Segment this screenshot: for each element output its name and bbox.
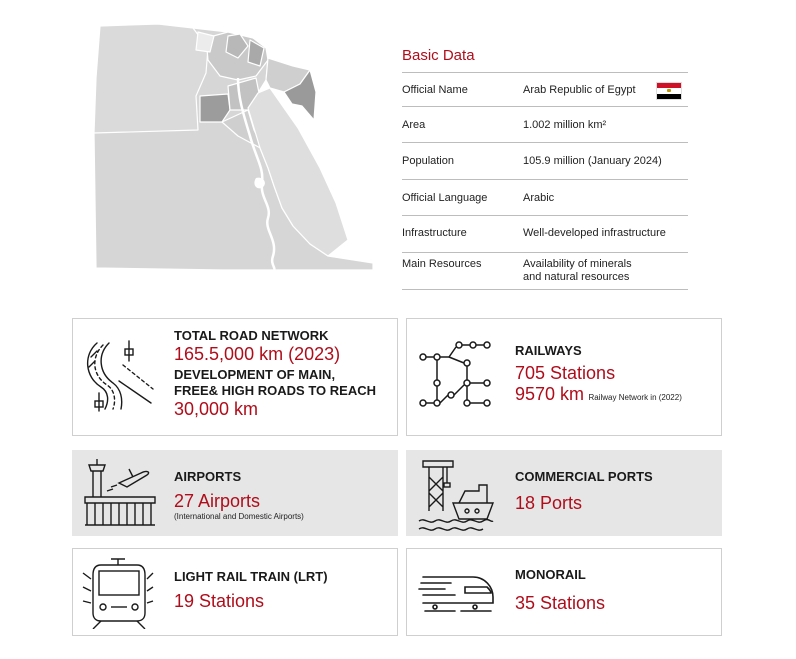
egypt-flag-icon [656,82,682,100]
road-network-card [72,318,398,436]
airports-note: (International and Domestic Airports) [174,512,304,521]
ports-card [406,450,722,536]
row-value: 1.002 million km² [523,119,607,131]
row-value: Arabic [523,192,555,204]
monorail-value: 35 Stations [515,593,606,613]
light-rail-train-icon [81,557,155,629]
row-label: Area [402,119,426,131]
airport-icon [83,457,159,529]
railways-stations-value: 705 Stations [515,363,616,383]
basic-data-title: Basic Data [402,47,475,64]
airports-value: 27 Airports [174,491,261,511]
row-value: 105.9 million (January 2024) [523,155,662,167]
railway-network-icon [415,337,495,413]
ports-heading: COMMERCIAL PORTS [515,469,653,484]
basic-data-panel [402,46,688,290]
basic-data-row [402,253,688,290]
row-label: Infrastructure [402,227,467,239]
monorail-card [406,548,722,636]
map-region-alex [196,32,214,52]
port-ship-icon [417,457,495,533]
railways-heading: RAILWAYS [515,343,582,358]
road-network-value: 165.5,000 km (2023) [174,344,341,364]
lrt-value: 19 Stations [174,591,265,611]
row-label: Official Language [402,192,488,204]
road-development-line: FREE& HIGH ROADS TO REACH [174,383,376,398]
railways-length-value: 9570 km [515,384,585,404]
lrt-heading: LIGHT RAIL TRAIN (LRT) [174,569,328,584]
monorail-heading: MONORAIL [515,567,586,582]
airports-heading: AIRPORTS [174,469,242,484]
row-label: Population [402,155,454,167]
map-region-fayoum [200,94,230,122]
row-value-line: Availability of minerals [523,258,632,270]
airports-card [72,450,398,536]
road-icon [79,335,159,415]
row-label: Main Resources [402,258,482,270]
row-value [523,258,632,284]
road-network-heading: TOTAL ROAD NETWORK [174,328,329,343]
row-value: Arab Republic of Egypt [523,84,636,96]
road-development-heading [174,367,376,399]
basic-data-row [402,107,688,143]
railways-note: Railway Network in (2022) [588,393,682,402]
ports-value: 18 Ports [515,493,583,513]
egypt-map [88,18,373,270]
basic-data-row [402,72,688,107]
road-development-value: 30,000 km [174,399,259,419]
basic-data-row [402,143,688,180]
lrt-card [72,548,398,636]
monorail-icon [415,569,497,619]
row-label: Official Name [402,84,468,96]
road-development-line: DEVELOPMENT OF MAIN, [174,367,336,382]
row-value: Well-developed infrastructure [523,227,666,239]
basic-data-row [402,180,688,216]
railways-card [406,318,722,436]
basic-data-row [402,216,688,253]
map-region-matrouh [94,24,208,133]
row-value-line: and natural resources [523,271,630,283]
